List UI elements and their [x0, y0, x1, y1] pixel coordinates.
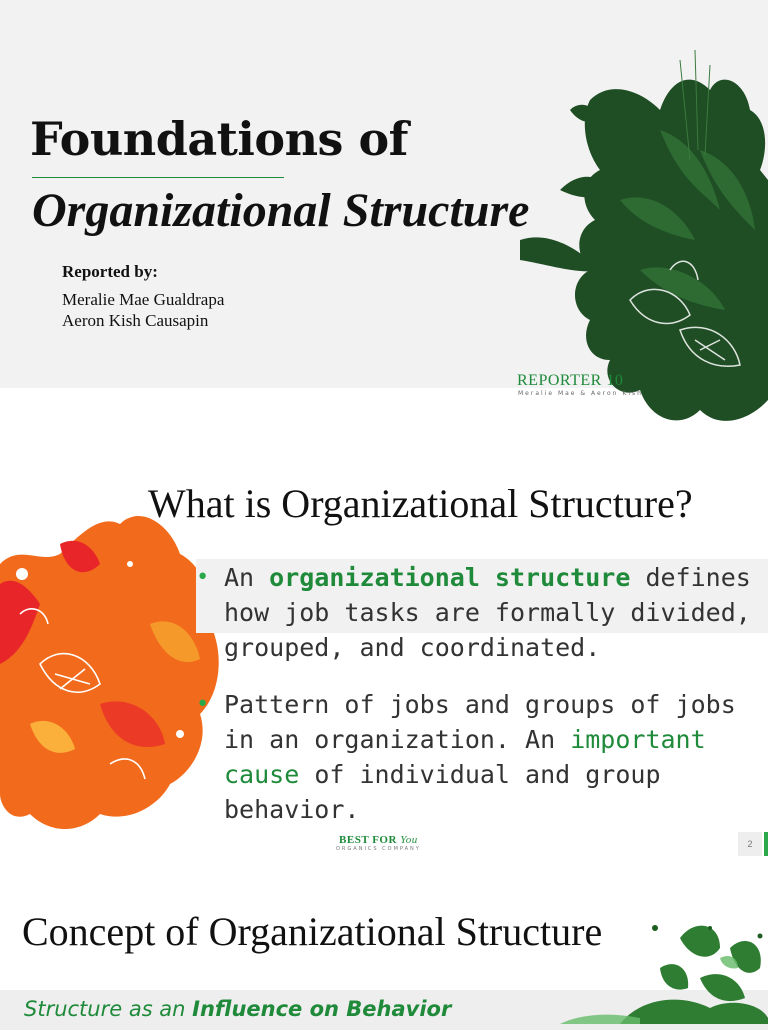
slide-subtitle	[24, 997, 451, 1021]
bullet-list	[196, 560, 762, 827]
reporter-name: Aeron Kish Causapin	[62, 311, 209, 330]
title-divider	[32, 177, 284, 178]
title-slide	[0, 0, 768, 397]
subtitle-text: Structure as an	[24, 997, 193, 1021]
bullet-text: Pattern of jobs and groups of jobs in an organization. An	[224, 690, 736, 754]
definition-slide	[0, 444, 768, 860]
bullet-text: An	[224, 563, 270, 592]
slide-title: Concept of Organizational Structure	[22, 909, 603, 954]
subtitle-emphasis: Influence on Behavior	[192, 997, 452, 1021]
title-line-1: Foundations of	[30, 112, 408, 166]
bullet-text: defines how job tasks are formally divided, grouped, and coordinated.	[224, 563, 751, 662]
reported-by-label: Reported by:	[62, 262, 158, 281]
brand-main: BEST FOR	[339, 834, 397, 846]
brand-script: You	[400, 834, 418, 846]
page-number-accent	[764, 832, 768, 856]
bullet-text: of individual and group behavior.	[224, 760, 661, 824]
bullet-highlight: important cause	[224, 725, 706, 789]
page-number: 2	[738, 832, 762, 856]
slide-title: What is Organizational Structure?	[148, 481, 693, 526]
brand-subtitle: ORGANICS COMPANY	[336, 846, 421, 852]
concept-slide	[0, 888, 768, 1024]
brand-logo	[336, 834, 421, 852]
bullet-item	[196, 687, 762, 827]
bullet-item	[196, 560, 762, 665]
reporter-name: Meralie Mae Gualdrapa	[62, 290, 225, 309]
bullet-dot-icon: •	[196, 692, 210, 717]
bullet-highlight: organizational structure	[269, 563, 631, 592]
leaf-illustration	[560, 918, 768, 1024]
reporter-tag: REPORTER 10	[517, 372, 624, 389]
bullet-dot-icon: •	[196, 565, 210, 590]
reporter-tag-subtitle: Meralie Mae & Aeron Kish	[518, 390, 643, 397]
title-line-2: Organizational Structure	[32, 184, 530, 237]
